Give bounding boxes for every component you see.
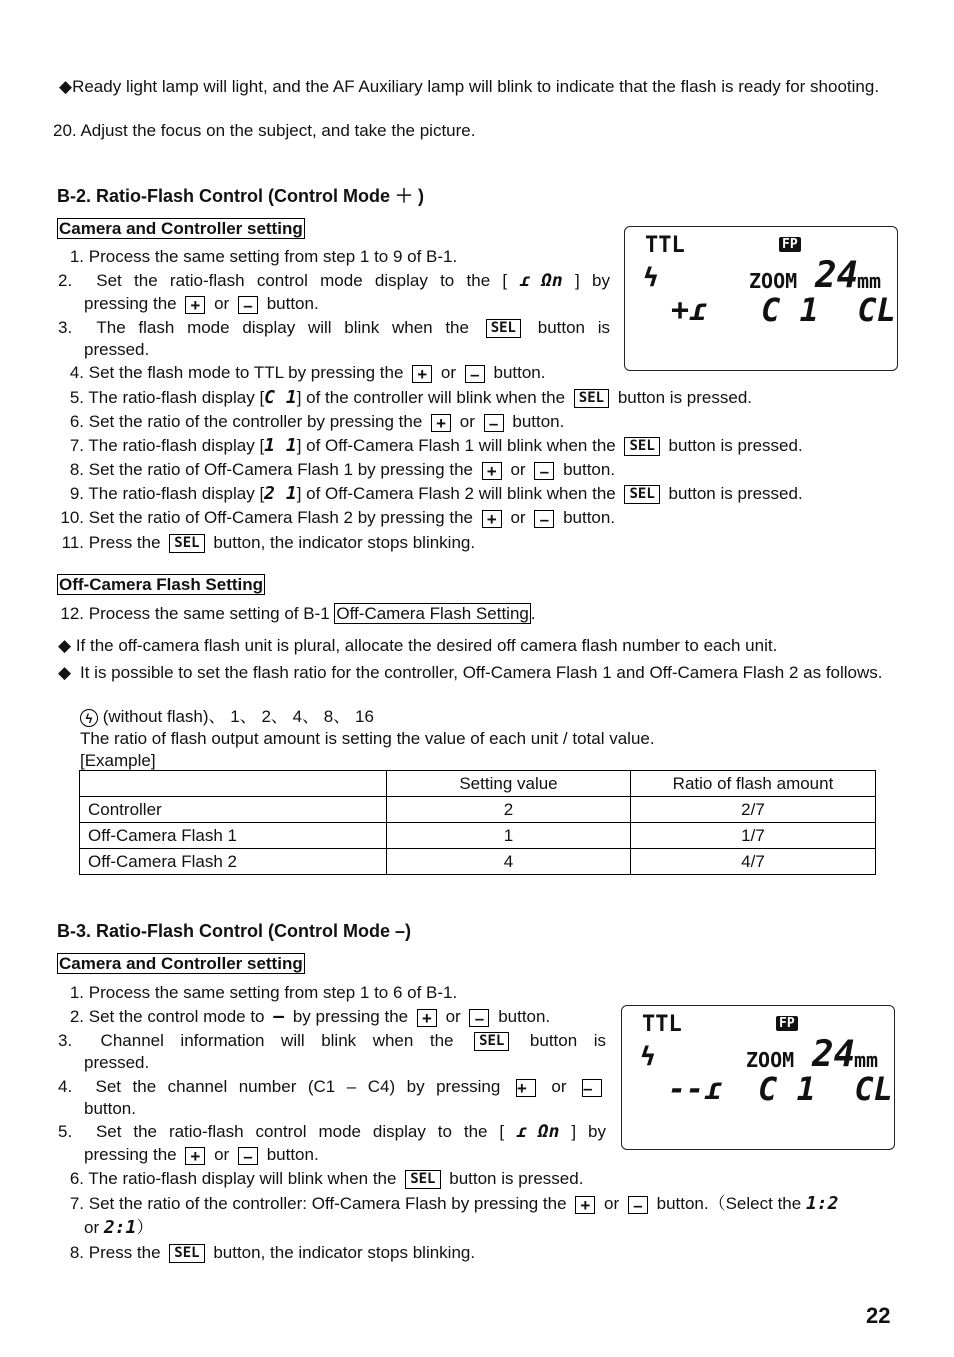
ratio-11-glyph: 1 1	[264, 435, 297, 456]
b3-step-3: 3. Channel information will blink when the SEL button is	[58, 1031, 606, 1050]
minus-button: –	[628, 1196, 648, 1214]
lcd-channel: C 1 CL	[761, 291, 896, 329]
minus-button: –	[465, 365, 485, 383]
lcd-zoom-value: 24	[812, 1034, 856, 1075]
no-flash-icon: ϟ	[80, 709, 98, 727]
ratio-on-glyph: ɾ Ωn	[519, 270, 563, 291]
sel-button: SEL	[574, 389, 609, 408]
lcd-display-b2	[624, 226, 898, 371]
plus-button: +	[575, 1196, 595, 1214]
minus-button: –	[484, 414, 504, 432]
b3-step-2: 2. Set the control mode to — by pressing the + or – button.	[69, 1006, 551, 1028]
lcd-display-b3	[621, 1005, 895, 1150]
lcd-zoom: ZOOM	[749, 269, 798, 293]
plus-button: +	[482, 462, 502, 480]
minus-button: –	[534, 510, 554, 528]
b3-step-7-cont: or 2:1）	[84, 1217, 154, 1238]
bullet: ◆	[58, 663, 72, 682]
plus-button: +	[516, 1079, 536, 1097]
section-heading-b2: B-2. Ratio-Flash Control (Control Mode ＋ )	[57, 186, 424, 206]
example-label: [Example]	[80, 751, 156, 770]
lcd-mode: --ɾ	[668, 1072, 723, 1107]
plus-button: +	[185, 296, 205, 314]
b2-step-10: 10. Set the ratio of Off-Camera Flash 2 by pressing the + or – button.	[60, 508, 616, 529]
b3-step-3-cont: pressed.	[84, 1053, 150, 1072]
off-camera-label: Off-Camera Flash Setting	[59, 575, 264, 594]
b3-step-7: 7. Set the ratio of the controller: Off-Camera Flash by pressing the + or – button.（Select the 1:2	[69, 1193, 839, 1215]
b2-step-6: 6. Set the ratio of the controller by pressing the + or – button.	[69, 412, 565, 433]
b2-step-4: 4. Set the flash mode to TTL by pressing the + or – button.	[69, 363, 546, 384]
note-plural: ◆ If the off-camera flash unit is plural, allocate the desired off camera flash number to each unit.	[58, 636, 778, 655]
minus-button: –	[238, 296, 258, 314]
sel-button: SEL	[624, 437, 659, 456]
ratio-values: ϟ (without flash)、 1、 2、 4、 8、 16	[80, 706, 374, 727]
plus-button: +	[482, 510, 502, 528]
lcd-mode: +ɾ	[671, 293, 708, 328]
section-heading-b3: B-3. Ratio-Flash Control (Control Mode –)	[57, 921, 411, 941]
lcd-fp: FP	[776, 1016, 798, 1031]
b3-step-5: 5. Set the ratio-flash control mode display to the [ ɾ Ωn ] by	[58, 1121, 606, 1142]
b3-step-4: 4. Set the channel number (C1 – C4) by pressing + or –	[58, 1076, 606, 1097]
ratio-12-glyph: 1:2	[805, 1193, 839, 1214]
plus-button: +	[185, 1147, 205, 1165]
plus-button: +	[412, 365, 432, 383]
sel-button: SEL	[405, 1170, 440, 1189]
sel-button: SEL	[474, 1032, 509, 1051]
ratio-description: The ratio of flash output amount is setting the value of each unit / total value.	[80, 729, 655, 748]
lcd-zoom: ZOOM	[746, 1048, 795, 1072]
ratio-21-glyph: 2 1	[264, 483, 297, 504]
sel-button: SEL	[486, 319, 521, 338]
lcd-fp: FP	[779, 237, 801, 252]
camera-controller-label: Camera and Controller setting	[59, 219, 303, 238]
note-ratio: It is possible to set the flash ratio for the controller, Off-Camera Flash 1 and Off-Camera Flash 2 as follows.	[80, 663, 883, 682]
plus-button: +	[417, 1009, 437, 1027]
off-camera-ref: Off-Camera Flash Setting	[336, 604, 529, 623]
sel-button: SEL	[169, 534, 204, 553]
minus-button: –	[582, 1079, 602, 1097]
b2-step-3-cont: pressed.	[84, 340, 150, 359]
example-table	[79, 770, 876, 875]
minus-button: –	[238, 1147, 258, 1165]
b2-step-11: 11. Press the SEL button, the indicator stops blinking.	[61, 533, 476, 552]
sel-button: SEL	[624, 485, 659, 504]
b2-step-7: 7. The ratio-flash display [1 1] of Off-Camera Flash 1 will blink when the SEL button is pressed.	[69, 435, 803, 456]
ratio-c1-glyph: C 1	[264, 387, 297, 408]
flash-icon: ϟ	[640, 1042, 656, 1072]
lcd-ttl: TTL	[642, 1012, 682, 1037]
ratio-on-glyph: ɾ Ωn	[516, 1121, 560, 1142]
b2-step-9: 9. The ratio-flash display [2 1] of Off-Camera Flash 2 will blink when the SEL button is pressed.	[69, 483, 803, 504]
b3-step-4-cont: button.	[84, 1099, 136, 1118]
ready-note: ◆Ready light lamp will light, and the AF Auxiliary lamp will blink to indicate that the flash is ready for shooting.	[59, 77, 880, 96]
b2-step-2-cont: pressing the + or – button.	[84, 294, 319, 315]
b2-step-5: 5. The ratio-flash display [C 1] of the controller will blink when the SEL button is pressed.	[69, 387, 753, 408]
flash-icon: ϟ	[643, 263, 659, 293]
bullet: ◆	[59, 77, 73, 96]
b2-step-1: 1. Process the same setting from step 1 to 9 of B-1.	[69, 247, 458, 266]
plus-button: +	[431, 414, 451, 432]
minus-button: –	[469, 1009, 489, 1027]
ratio-21-glyph: 2:1	[103, 1217, 137, 1238]
lcd-mm: mm	[854, 1048, 879, 1072]
lcd-ttl: TTL	[645, 233, 685, 258]
lcd-zoom-value: 24	[815, 255, 859, 296]
page-number: 22	[866, 1303, 891, 1328]
b3-step-1: 1. Process the same setting from step 1 to 6 of B-1.	[69, 983, 458, 1002]
b2-step-12: 12. Process the same setting of B-1 Off-Camera Flash Setting .	[60, 604, 536, 623]
step-20: 20. Adjust the focus on the subject, and take the picture.	[53, 121, 476, 140]
table-row: Off-Camera Flash 1 1 1/7	[80, 823, 876, 849]
sel-button: SEL	[169, 1244, 204, 1263]
minus-mode-glyph: —	[273, 1006, 285, 1027]
table-row: Controller 2 2/7	[80, 797, 876, 823]
b3-step-6: 6. The ratio-flash display will blink when the SEL button is pressed.	[69, 1169, 584, 1188]
b2-step-2: 2. Set the ratio-flash control mode display to the [ ɾ Ωn ] by	[58, 270, 610, 291]
table-header-row: Setting value Ratio of flash amount	[80, 771, 876, 797]
b2-step-8: 8. Set the ratio of Off-Camera Flash 1 by pressing the + or – button.	[69, 460, 616, 481]
minus-button: –	[534, 462, 554, 480]
table-row: Off-Camera Flash 2 4 4/7	[80, 849, 876, 875]
lcd-channel: C 1 CL	[758, 1070, 893, 1108]
b2-step-3: 3. The flash mode display will blink when the SEL button is	[58, 318, 610, 337]
lcd-mm: mm	[857, 269, 882, 293]
b3-step-5-cont: pressing the + or – button.	[84, 1145, 319, 1166]
camera-controller-label: Camera and Controller setting	[59, 954, 303, 973]
b3-step-8: 8. Press the SEL button, the indicator stops blinking.	[69, 1243, 476, 1262]
